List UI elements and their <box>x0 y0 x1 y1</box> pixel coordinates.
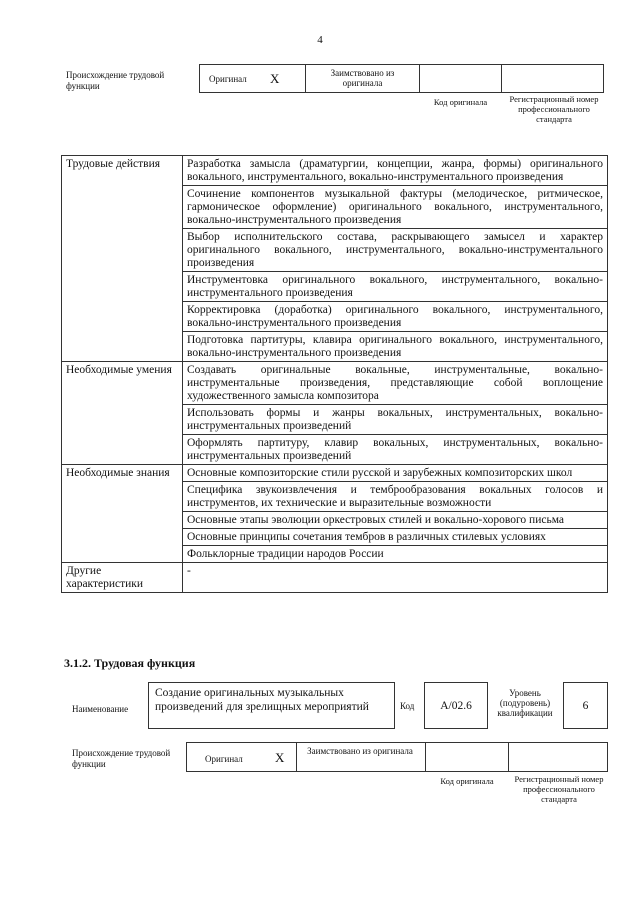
table-row <box>62 156 608 186</box>
origin2-code-label: Код оригинала <box>440 776 494 786</box>
function-code-cell <box>424 682 488 729</box>
row-item: Специфика звукоизвлечения и темброобразования вокальных голосов и инструментов, их технические и выразительные возможности <box>183 482 608 512</box>
row-item: Инструментовка оригинального вокального, инструментального, вокально-инструментального произведения <box>183 272 608 302</box>
function-code: A/02.6 <box>440 700 472 712</box>
function-level-label: Уровень (подуровень) квалификации <box>497 688 553 718</box>
origin-original-label: Оригинал <box>209 74 247 84</box>
row-label: Необходимые умения <box>62 362 183 465</box>
function-level: 6 <box>582 700 589 712</box>
origin-code-cell <box>419 64 502 93</box>
row-item: Разработка замысла (драматургии, концепции, жанра, формы) оригинального вокального, инструментального, вокально-инструментального произведения <box>183 156 608 186</box>
row-item: Выбор исполнительского состава, раскрывающего замысел и характер оригинального вокального, инструментального, вокально-инструментального произведения <box>183 229 608 272</box>
table-row <box>62 465 608 482</box>
row-item: Сочинение компонентов музыкальной фактуры (мелодическое, ритмическое, гармоническое оформление) оригинального вокального, инструментального, вокально-инструментального произведения <box>183 186 608 229</box>
origin2-code-cell <box>425 742 509 772</box>
origin2-label: Происхождение трудовой функции <box>72 748 171 769</box>
function-name-cell <box>148 682 395 729</box>
origin2-original-label: Оригинал <box>205 754 243 764</box>
row-item: Оформлять партитуру, клавир вокальных, инструментальных, вокально-инструментальных произведений <box>183 435 608 465</box>
origin-label: Происхождение трудовой функции <box>66 70 165 91</box>
row-item: - <box>183 563 608 593</box>
origin-original-mark: X <box>270 71 280 86</box>
origin-original-cell <box>199 64 306 93</box>
section-heading: 3.1.2. Трудовая функция <box>64 656 196 670</box>
origin2-original-mark: X <box>275 750 285 765</box>
table-row <box>62 362 608 405</box>
page-number: 4 <box>317 34 323 46</box>
function-code-label: Код <box>400 701 415 711</box>
origin-reg-label: Регистрационный номер профессионального стандарта <box>509 94 599 124</box>
row-item: Использовать формы и жанры вокальных, инструментальных, вокально-инструментальных произведений <box>183 405 608 435</box>
origin-borrowed-label: Заимствовано из оригинала <box>330 68 395 88</box>
row-item: Основные этапы эволюции оркестровых стилей и вокально-хорового письма <box>183 512 608 529</box>
row-item: Фольклорные традиции народов России <box>183 546 608 563</box>
origin2-reg-label: Регистрационный номер профессионального стандарта <box>514 774 604 804</box>
function-name: Создание оригинальных музыкальных произведений для зрелищных мероприятий <box>155 687 369 713</box>
origin2-original-cell <box>186 742 297 772</box>
row-label: Необходимые знания <box>62 465 183 563</box>
origin2-reg-cell <box>508 742 608 772</box>
origin2-borrowed-label: Заимствовано из оригинала <box>307 746 413 756</box>
row-item: Корректировка (доработка) оригинального вокального, инструментального, вокально-инструментального произведения <box>183 302 608 332</box>
row-item: Подготовка партитуры, клавира оригинального вокального, инструментального, вокально-инструментального произведения <box>183 332 608 362</box>
origin2-borrowed-cell <box>296 742 426 772</box>
table-row <box>62 563 608 593</box>
row-label: Трудовые действия <box>62 156 183 362</box>
row-item: Основные принципы сочетания тембров в различных стилевых условиях <box>183 529 608 546</box>
row-item: Создавать оригинальные вокальные, инструментальные, вокально-инструментальные произведения, представляющие собой воплощение художественного замысла композитора <box>183 362 608 405</box>
row-label: Другие характеристики <box>62 563 183 593</box>
row-item: Основные композиторские стили русской и зарубежных композиторских школ <box>183 465 608 482</box>
origin-code-label: Код оригинала <box>433 97 488 107</box>
origin-borrowed-cell <box>305 64 420 93</box>
function-name-label: Наименование <box>72 704 129 714</box>
function-level-cell <box>563 682 608 729</box>
origin-reg-cell <box>501 64 604 93</box>
labor-function-table <box>61 155 608 593</box>
